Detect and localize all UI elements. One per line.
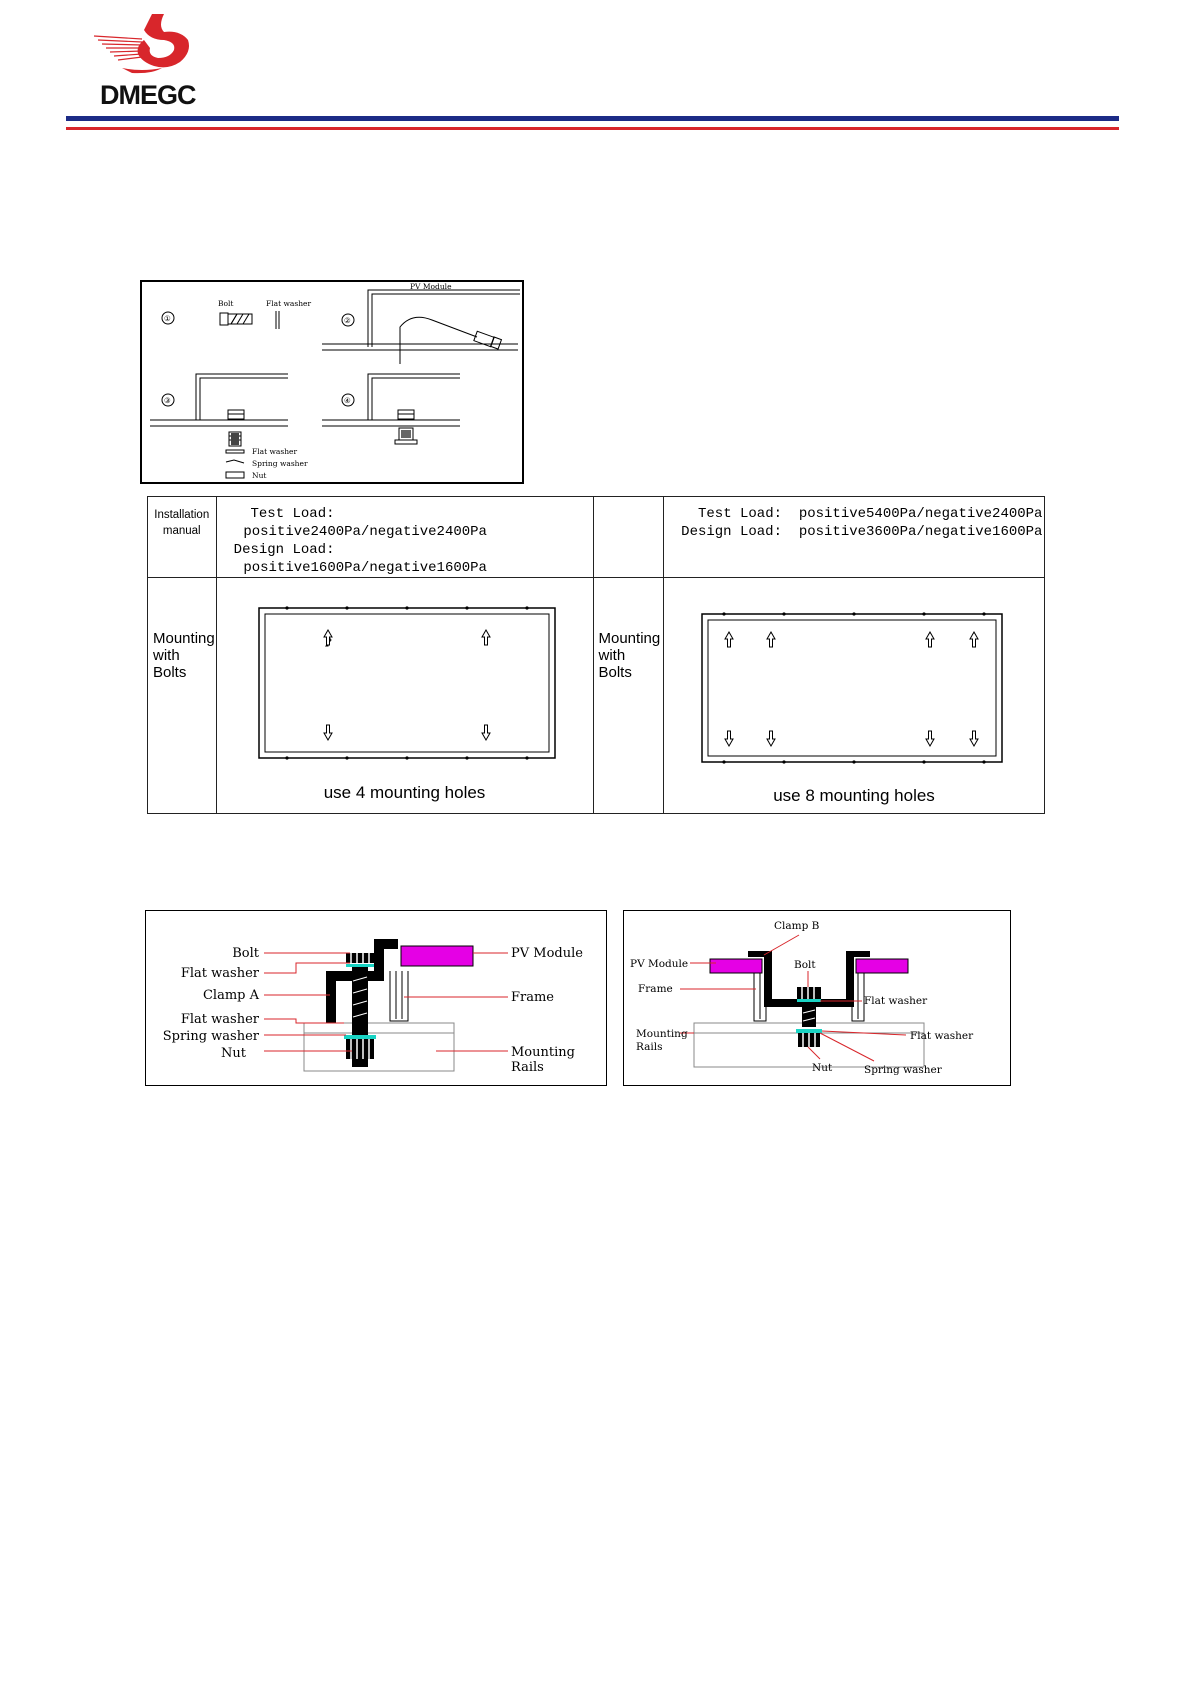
clamp-b-label-mounting: Mounting [636, 1028, 688, 1040]
right-side-label: Mounting with Bolts [598, 630, 661, 681]
clamp-b-label-flat-washer: Flat washer [864, 995, 928, 1007]
left-load-cell [216, 497, 593, 578]
left-caption: use 4 mounting holes [323, 783, 486, 802]
label-flat-washer: Flat washer [266, 299, 312, 308]
clamp-a-label-rails: Rails [511, 1060, 544, 1075]
right-test-load-label: Test Load: [697, 506, 782, 522]
clamp-a-label-clamp: Clamp A [202, 988, 259, 1003]
left-side-label: Mounting with Bolts [153, 630, 215, 681]
clamp-a-figure [145, 910, 607, 1086]
row-header-installation-manual: Installation manual [154, 509, 210, 537]
right-design-load-value: positive3600Pa/negative1600Pa [798, 524, 1043, 540]
dmegc-logo-icon [92, 12, 202, 82]
right-diagram-cell [664, 578, 1045, 814]
row-header-cell [148, 497, 217, 578]
clamp-b-label-rails: Rails [636, 1041, 663, 1053]
clamp-b-label-nut: Nut [812, 1062, 833, 1074]
clamp-b-label-clamp: Clamp B [774, 920, 820, 932]
steps-diagram [142, 282, 522, 482]
clamp-b-label-bolt: Bolt [794, 959, 816, 971]
mounting-loads-table [147, 496, 1045, 814]
bolt-installation-steps-figure [140, 280, 524, 484]
label-nut: Nut [252, 471, 267, 480]
clamp-a-label-mounting: Mounting [511, 1045, 575, 1060]
header-rule-red [66, 127, 1119, 130]
left-design-load-label: Design Load: [233, 542, 335, 558]
left-test-load-label: Test Load: [250, 506, 335, 522]
clamp-a-label-pv-module: PV Module [511, 946, 583, 961]
step-4-number: ④ [344, 396, 351, 405]
clamp-b-label-spring-washer: Spring washer [864, 1064, 942, 1076]
label-bolt: Bolt [218, 299, 234, 308]
clamp-b-label-flat-washer-2: Flat washer [910, 1030, 974, 1042]
right-load-cell [664, 497, 1045, 578]
step-2-number: ② [344, 316, 351, 325]
four-hole-module-diagram [217, 578, 593, 778]
clamp-a-label-spring-washer: Spring washer [162, 1029, 259, 1044]
clamp-a-diagram [146, 911, 605, 1084]
right-design-load-label: Design Load: [681, 524, 782, 540]
clamp-b-label-pv-module: PV Module [630, 958, 689, 970]
clamp-b-label-frame: Frame [638, 983, 673, 995]
clamp-a-label-bolt: Bolt [232, 946, 259, 961]
left-test-load-value: positive2400Pa/negative2400Pa [243, 524, 487, 540]
label-pv-module: PV Module [410, 282, 452, 291]
left-side-cell [148, 578, 217, 814]
page-header [0, 0, 1192, 135]
clamp-b-figure [623, 910, 1011, 1086]
empty-header-cell [593, 497, 664, 578]
header-rule-blue [66, 116, 1119, 121]
logo-wordmark: DMEGC [100, 80, 196, 110]
clamp-a-label-flat-washer-2: Flat washer [180, 1012, 259, 1027]
label-spring-washer: Spring washer [252, 459, 308, 468]
clamp-a-label-frame: Frame [511, 990, 555, 1005]
right-side-cell [593, 578, 664, 814]
right-test-load-value: positive5400Pa/negative2400Pa [798, 506, 1043, 522]
left-design-load-value: positive1600Pa/negative1600Pa [243, 560, 487, 576]
step-1-number: ① [164, 314, 171, 323]
label-flat-washer-2: Flat washer [252, 447, 298, 456]
step-3-number: ③ [164, 396, 171, 405]
right-caption: use 8 mounting holes [773, 786, 935, 805]
clamp-b-diagram [624, 911, 1009, 1084]
left-diagram-cell [216, 578, 593, 814]
eight-hole-module-diagram [664, 578, 1044, 778]
clamp-a-label-nut: Nut [221, 1046, 246, 1061]
clamp-a-label-flat-washer: Flat washer [180, 966, 259, 981]
